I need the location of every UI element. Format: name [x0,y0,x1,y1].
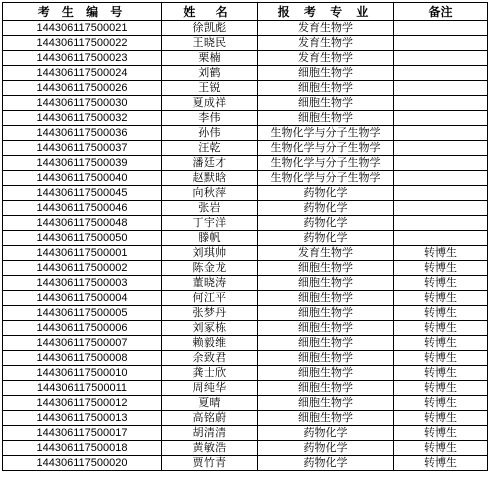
table-row [3,81,488,96]
table-row [3,381,488,396]
cell-name: 余致君 [162,351,258,366]
table-row [3,351,488,366]
spreadsheet-sheet [2,2,488,471]
cell-major: 细胞生物学 [258,291,394,306]
cell-note [394,126,488,141]
cell-note [394,231,488,246]
cell-major: 生物化学与分子生物学 [258,141,394,156]
cell-note [394,66,488,81]
cell-candidate-id: 144306117500001 [3,246,162,261]
cell-name: 丁宇洋 [162,216,258,231]
cell-major: 细胞生物学 [258,306,394,321]
cell-name: 徐凯彪 [162,21,258,36]
cell-candidate-id: 144306117500017 [3,426,162,441]
table-row [3,171,488,186]
cell-name: 刘冢栋 [162,321,258,336]
cell-name: 赵默晗 [162,171,258,186]
cell-candidate-id: 144306117500005 [3,306,162,321]
cell-name: 胡清清 [162,426,258,441]
cell-note: 转博生 [394,351,488,366]
cell-major: 细胞生物学 [258,96,394,111]
cell-candidate-id: 144306117500022 [3,36,162,51]
cell-candidate-id: 144306117500004 [3,291,162,306]
cell-name: 龚士欣 [162,366,258,381]
cell-note: 转博生 [394,396,488,411]
cell-candidate-id: 144306117500024 [3,66,162,81]
cell-note: 转博生 [394,411,488,426]
cell-candidate-id: 144306117500007 [3,336,162,351]
cell-major: 药物化学 [258,216,394,231]
cell-candidate-id: 144306117500013 [3,411,162,426]
cell-name: 夏成祥 [162,96,258,111]
cell-name: 潘廷才 [162,156,258,171]
cell-candidate-id: 144306117500023 [3,51,162,66]
cell-candidate-id: 144306117500039 [3,156,162,171]
cell-candidate-id: 144306117500006 [3,321,162,336]
table-row [3,126,488,141]
cell-major: 细胞生物学 [258,411,394,426]
cell-major: 药物化学 [258,441,394,456]
cell-candidate-id: 144306117500036 [3,126,162,141]
cell-note [394,51,488,66]
cell-name: 孙伟 [162,126,258,141]
table-row [3,36,488,51]
cell-note: 转博生 [394,441,488,456]
cell-note [394,216,488,231]
cell-name: 何江平 [162,291,258,306]
cell-major: 药物化学 [258,186,394,201]
table-row [3,141,488,156]
cell-major: 药物化学 [258,231,394,246]
table-row [3,441,488,456]
cell-name: 滕帆 [162,231,258,246]
cell-name: 王锐 [162,81,258,96]
cell-candidate-id: 144306117500026 [3,81,162,96]
cell-note [394,81,488,96]
cell-major: 生物化学与分子生物学 [258,126,394,141]
table-row [3,51,488,66]
cell-name: 栗楠 [162,51,258,66]
cell-candidate-id: 144306117500020 [3,456,162,471]
cell-name: 赖毅维 [162,336,258,351]
cell-name: 刘琪帅 [162,246,258,261]
cell-major: 发育生物学 [258,51,394,66]
cell-note: 转博生 [394,246,488,261]
cell-note [394,96,488,111]
cell-candidate-id: 144306117500021 [3,21,162,36]
cell-major: 药物化学 [258,201,394,216]
cell-major: 细胞生物学 [258,336,394,351]
table-row [3,426,488,441]
table-row [3,66,488,81]
column-header-major: 报 考 专 业 [258,3,394,21]
cell-name: 夏晴 [162,396,258,411]
cell-note [394,156,488,171]
cell-major: 细胞生物学 [258,351,394,366]
table-row [3,21,488,36]
cell-name: 周纯华 [162,381,258,396]
cell-major: 药物化学 [258,426,394,441]
cell-note [394,141,488,156]
cell-candidate-id: 144306117500037 [3,141,162,156]
cell-name: 贾竹青 [162,456,258,471]
cell-name: 张梦丹 [162,306,258,321]
cell-note: 转博生 [394,426,488,441]
table-row [3,156,488,171]
table-row [3,306,488,321]
cell-candidate-id: 144306117500040 [3,171,162,186]
cell-name: 向秋萍 [162,186,258,201]
cell-note [394,186,488,201]
table-row [3,186,488,201]
cell-name: 董晓涛 [162,276,258,291]
cell-major: 细胞生物学 [258,81,394,96]
cell-major: 发育生物学 [258,246,394,261]
table-row [3,96,488,111]
cell-candidate-id: 144306117500002 [3,261,162,276]
cell-note [394,201,488,216]
cell-note: 转博生 [394,261,488,276]
cell-note: 转博生 [394,336,488,351]
cell-name: 黄敏浩 [162,441,258,456]
table-row [3,321,488,336]
cell-major: 细胞生物学 [258,111,394,126]
cell-note: 转博生 [394,276,488,291]
cell-candidate-id: 144306117500050 [3,231,162,246]
cell-name: 高铭蔚 [162,411,258,426]
cell-candidate-id: 144306117500032 [3,111,162,126]
table-row [3,366,488,381]
cell-note: 转博生 [394,366,488,381]
cell-candidate-id: 144306117500048 [3,216,162,231]
cell-candidate-id: 144306117500030 [3,96,162,111]
column-header-name: 姓 名 [162,3,258,21]
cell-major: 药物化学 [258,456,394,471]
column-header-note: 备注 [394,3,488,21]
cell-candidate-id: 144306117500045 [3,186,162,201]
table-row [3,261,488,276]
header-row [3,3,488,21]
candidate-table [2,2,488,471]
cell-note: 转博生 [394,291,488,306]
cell-candidate-id: 144306117500018 [3,441,162,456]
table-row [3,336,488,351]
table-row [3,396,488,411]
cell-major: 生物化学与分子生物学 [258,156,394,171]
cell-major: 细胞生物学 [258,366,394,381]
cell-note [394,111,488,126]
cell-name: 汪乾 [162,141,258,156]
cell-major: 细胞生物学 [258,261,394,276]
table-row [3,291,488,306]
cell-major: 发育生物学 [258,21,394,36]
cell-note: 转博生 [394,456,488,471]
cell-major: 细胞生物学 [258,276,394,291]
cell-name: 王晓民 [162,36,258,51]
table-row [3,111,488,126]
cell-major: 发育生物学 [258,36,394,51]
cell-major: 细胞生物学 [258,381,394,396]
cell-name: 刘鹤 [162,66,258,81]
cell-candidate-id: 144306117500003 [3,276,162,291]
table-row [3,411,488,426]
cell-major: 生物化学与分子生物学 [258,171,394,186]
cell-note: 转博生 [394,381,488,396]
cell-note: 转博生 [394,306,488,321]
cell-note [394,36,488,51]
cell-major: 细胞生物学 [258,321,394,336]
cell-candidate-id: 144306117500046 [3,201,162,216]
cell-candidate-id: 144306117500011 [3,381,162,396]
cell-name: 陈金龙 [162,261,258,276]
table-body [3,21,488,471]
table-row [3,246,488,261]
table-row [3,456,488,471]
column-header-id: 考 生 编 号 [3,3,162,21]
cell-candidate-id: 144306117500008 [3,351,162,366]
cell-note [394,171,488,186]
table-row [3,231,488,246]
table-row [3,216,488,231]
cell-candidate-id: 144306117500012 [3,396,162,411]
cell-candidate-id: 144306117500010 [3,366,162,381]
table-row [3,201,488,216]
cell-name: 李伟 [162,111,258,126]
cell-note: 转博生 [394,321,488,336]
cell-major: 细胞生物学 [258,396,394,411]
cell-note [394,21,488,36]
cell-major: 细胞生物学 [258,66,394,81]
table-row [3,276,488,291]
cell-name: 张岩 [162,201,258,216]
